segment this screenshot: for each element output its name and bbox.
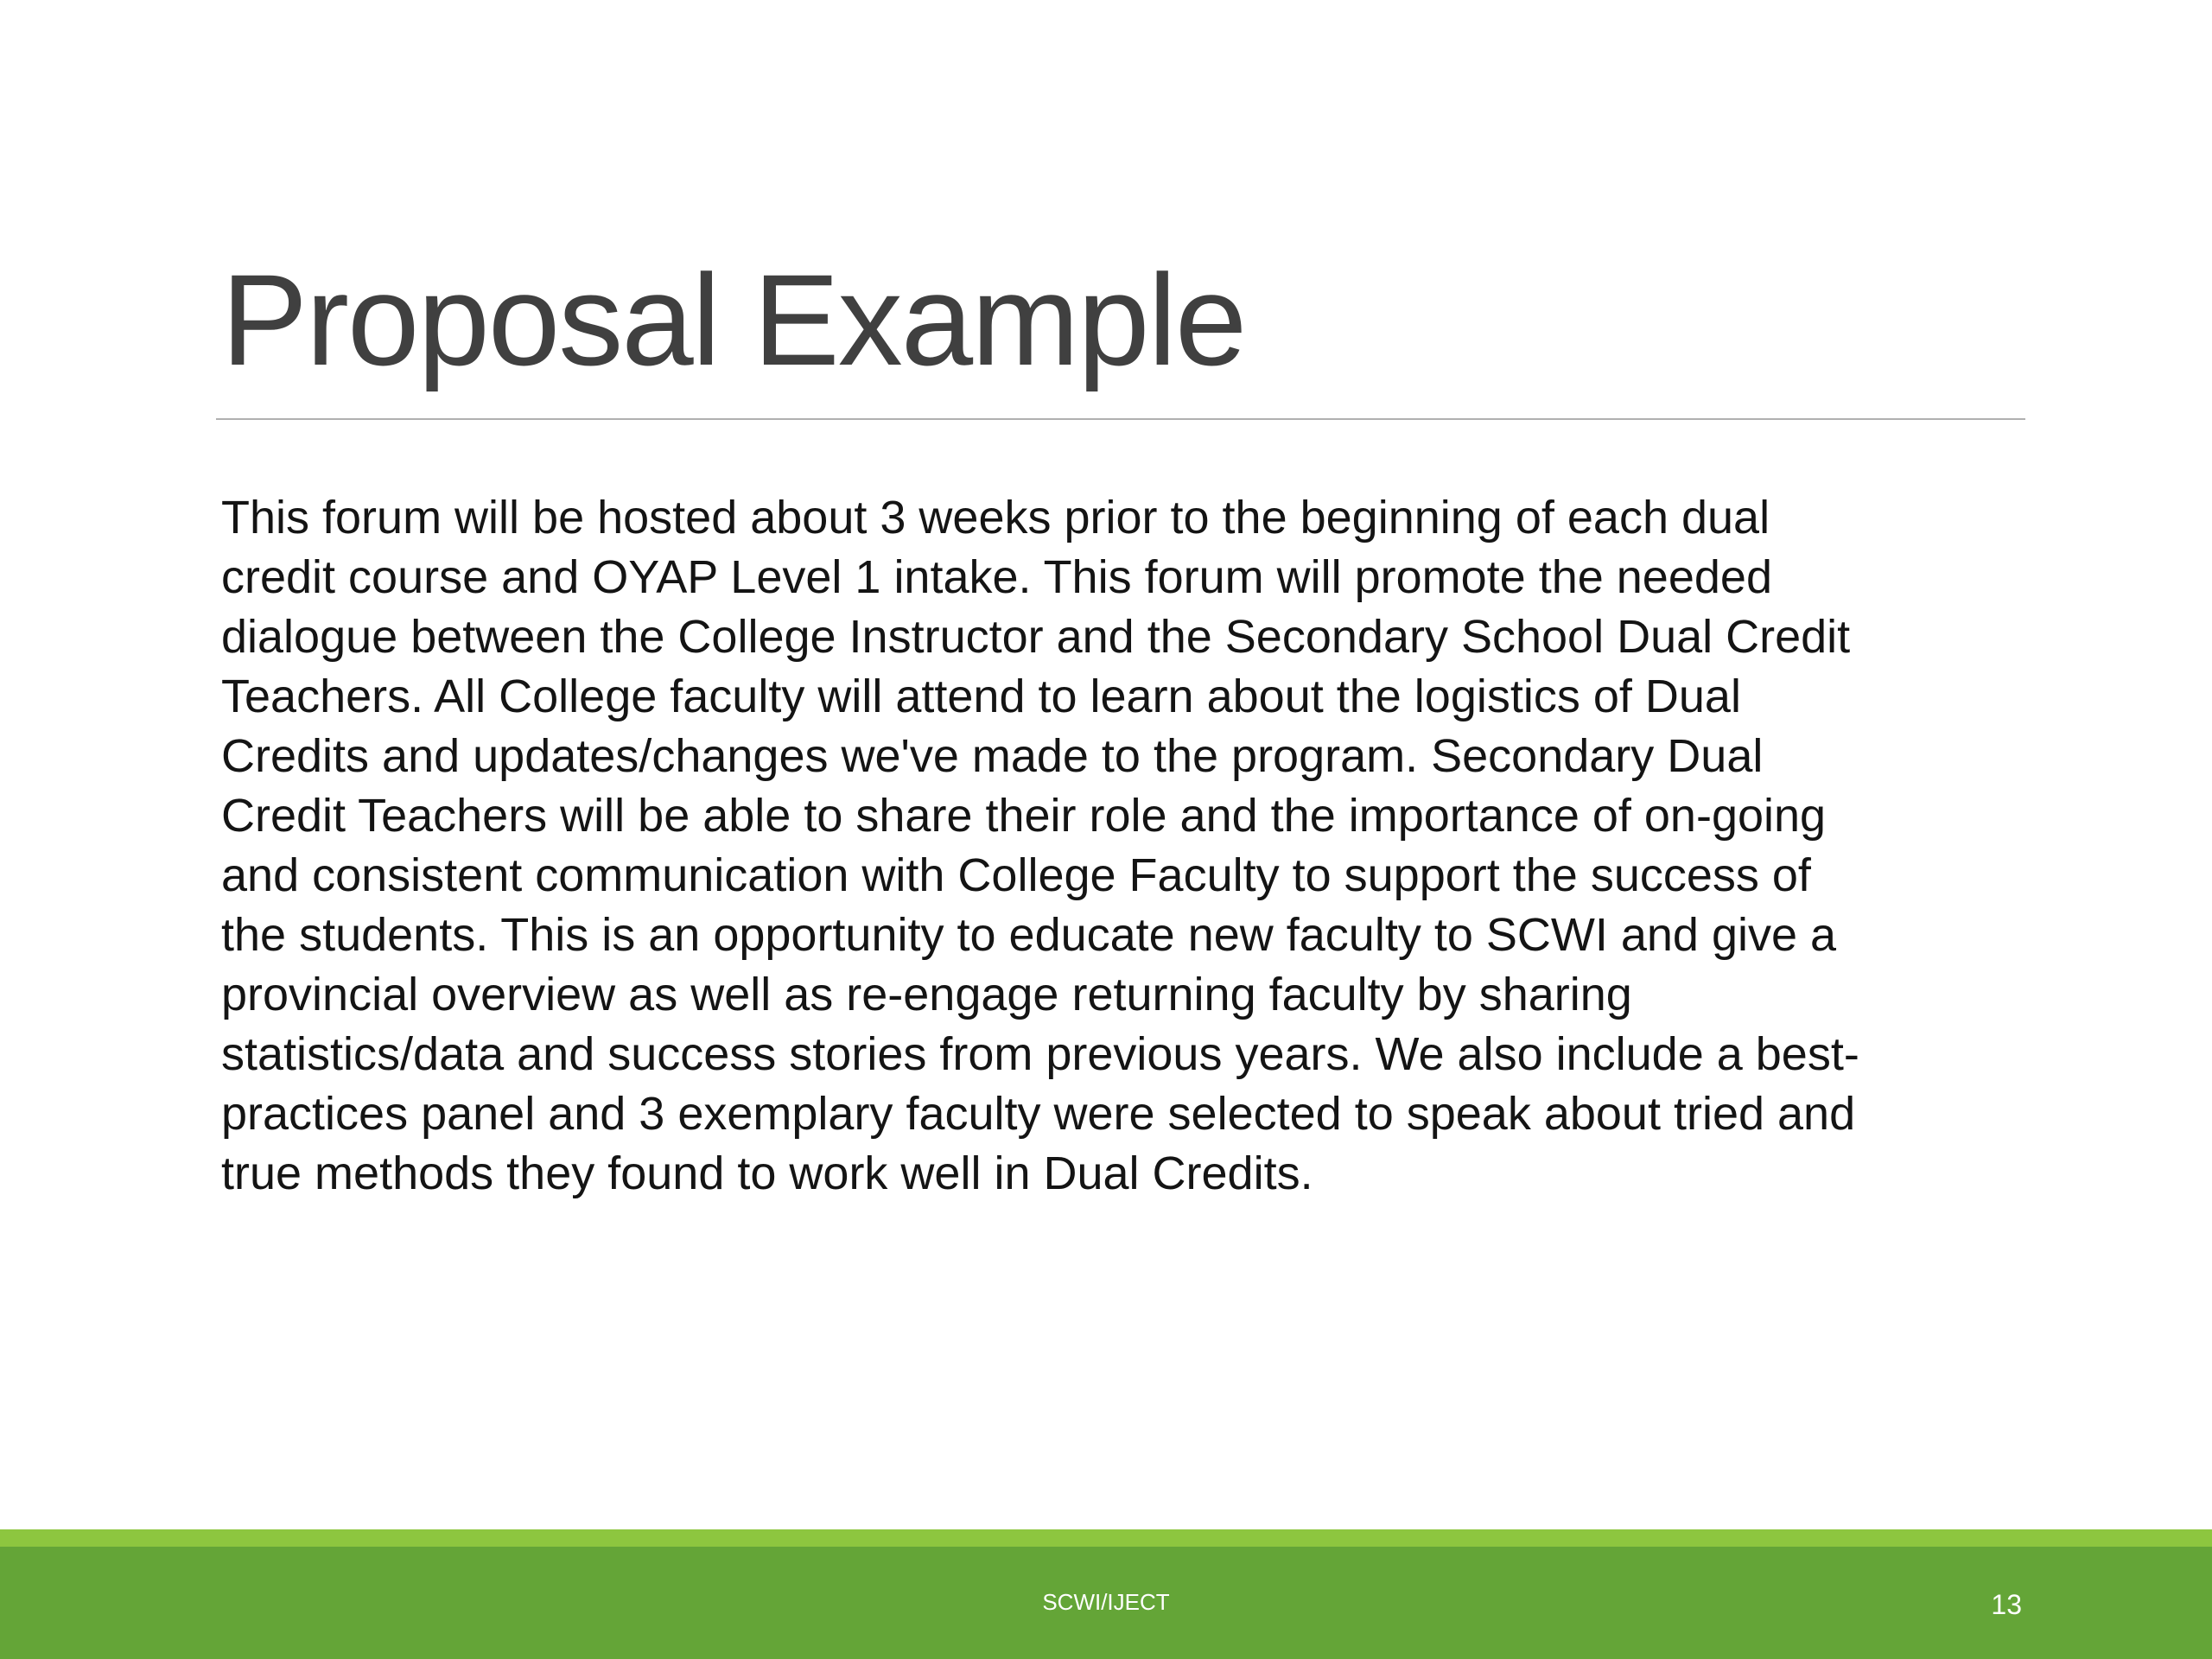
slide-body <box>221 488 2062 1204</box>
body-line: true methods they found to work well in Dual Credits. <box>221 1147 1313 1199</box>
footer-accent-stripe <box>0 1529 2212 1547</box>
body-line: Teachers. All College faculty will attend to learn about the logistics of Dual <box>221 671 1741 722</box>
footer-text: SCWI/IJECT <box>1042 1589 1170 1615</box>
body-line: Credit Teachers will be able to share their role and the importance of on-going <box>221 790 1827 842</box>
body-line: credit course and OYAP Level 1 intake. This forum will promote the needed <box>221 551 1772 603</box>
slide-title: Proposal Example <box>221 247 1246 392</box>
body-line: and consistent communication with College Faculty to support the success of <box>221 849 1811 901</box>
body-line: This forum will be hosted about 3 weeks prior to the beginning of each dual <box>221 492 1770 543</box>
body-line: Credits and updates/changes we've made to the program. Secondary Dual <box>221 730 1764 782</box>
body-line: provincial overview as well as re-engage returning faculty by sharing <box>221 969 1632 1020</box>
slide-number: 13 <box>1991 1589 2022 1620</box>
body-line: dialogue between the College Instructor and the Secondary School Dual Credit <box>221 611 1851 663</box>
title-divider <box>216 418 2025 420</box>
body-line: statistics/data and success stories from previous years. We also include a best- <box>221 1028 1859 1080</box>
body-line: the students. This is an opportunity to educate new faculty to SCWI and give a <box>221 909 1837 961</box>
body-line: practices panel and 3 exemplary faculty were selected to speak about tried and <box>221 1088 1856 1140</box>
